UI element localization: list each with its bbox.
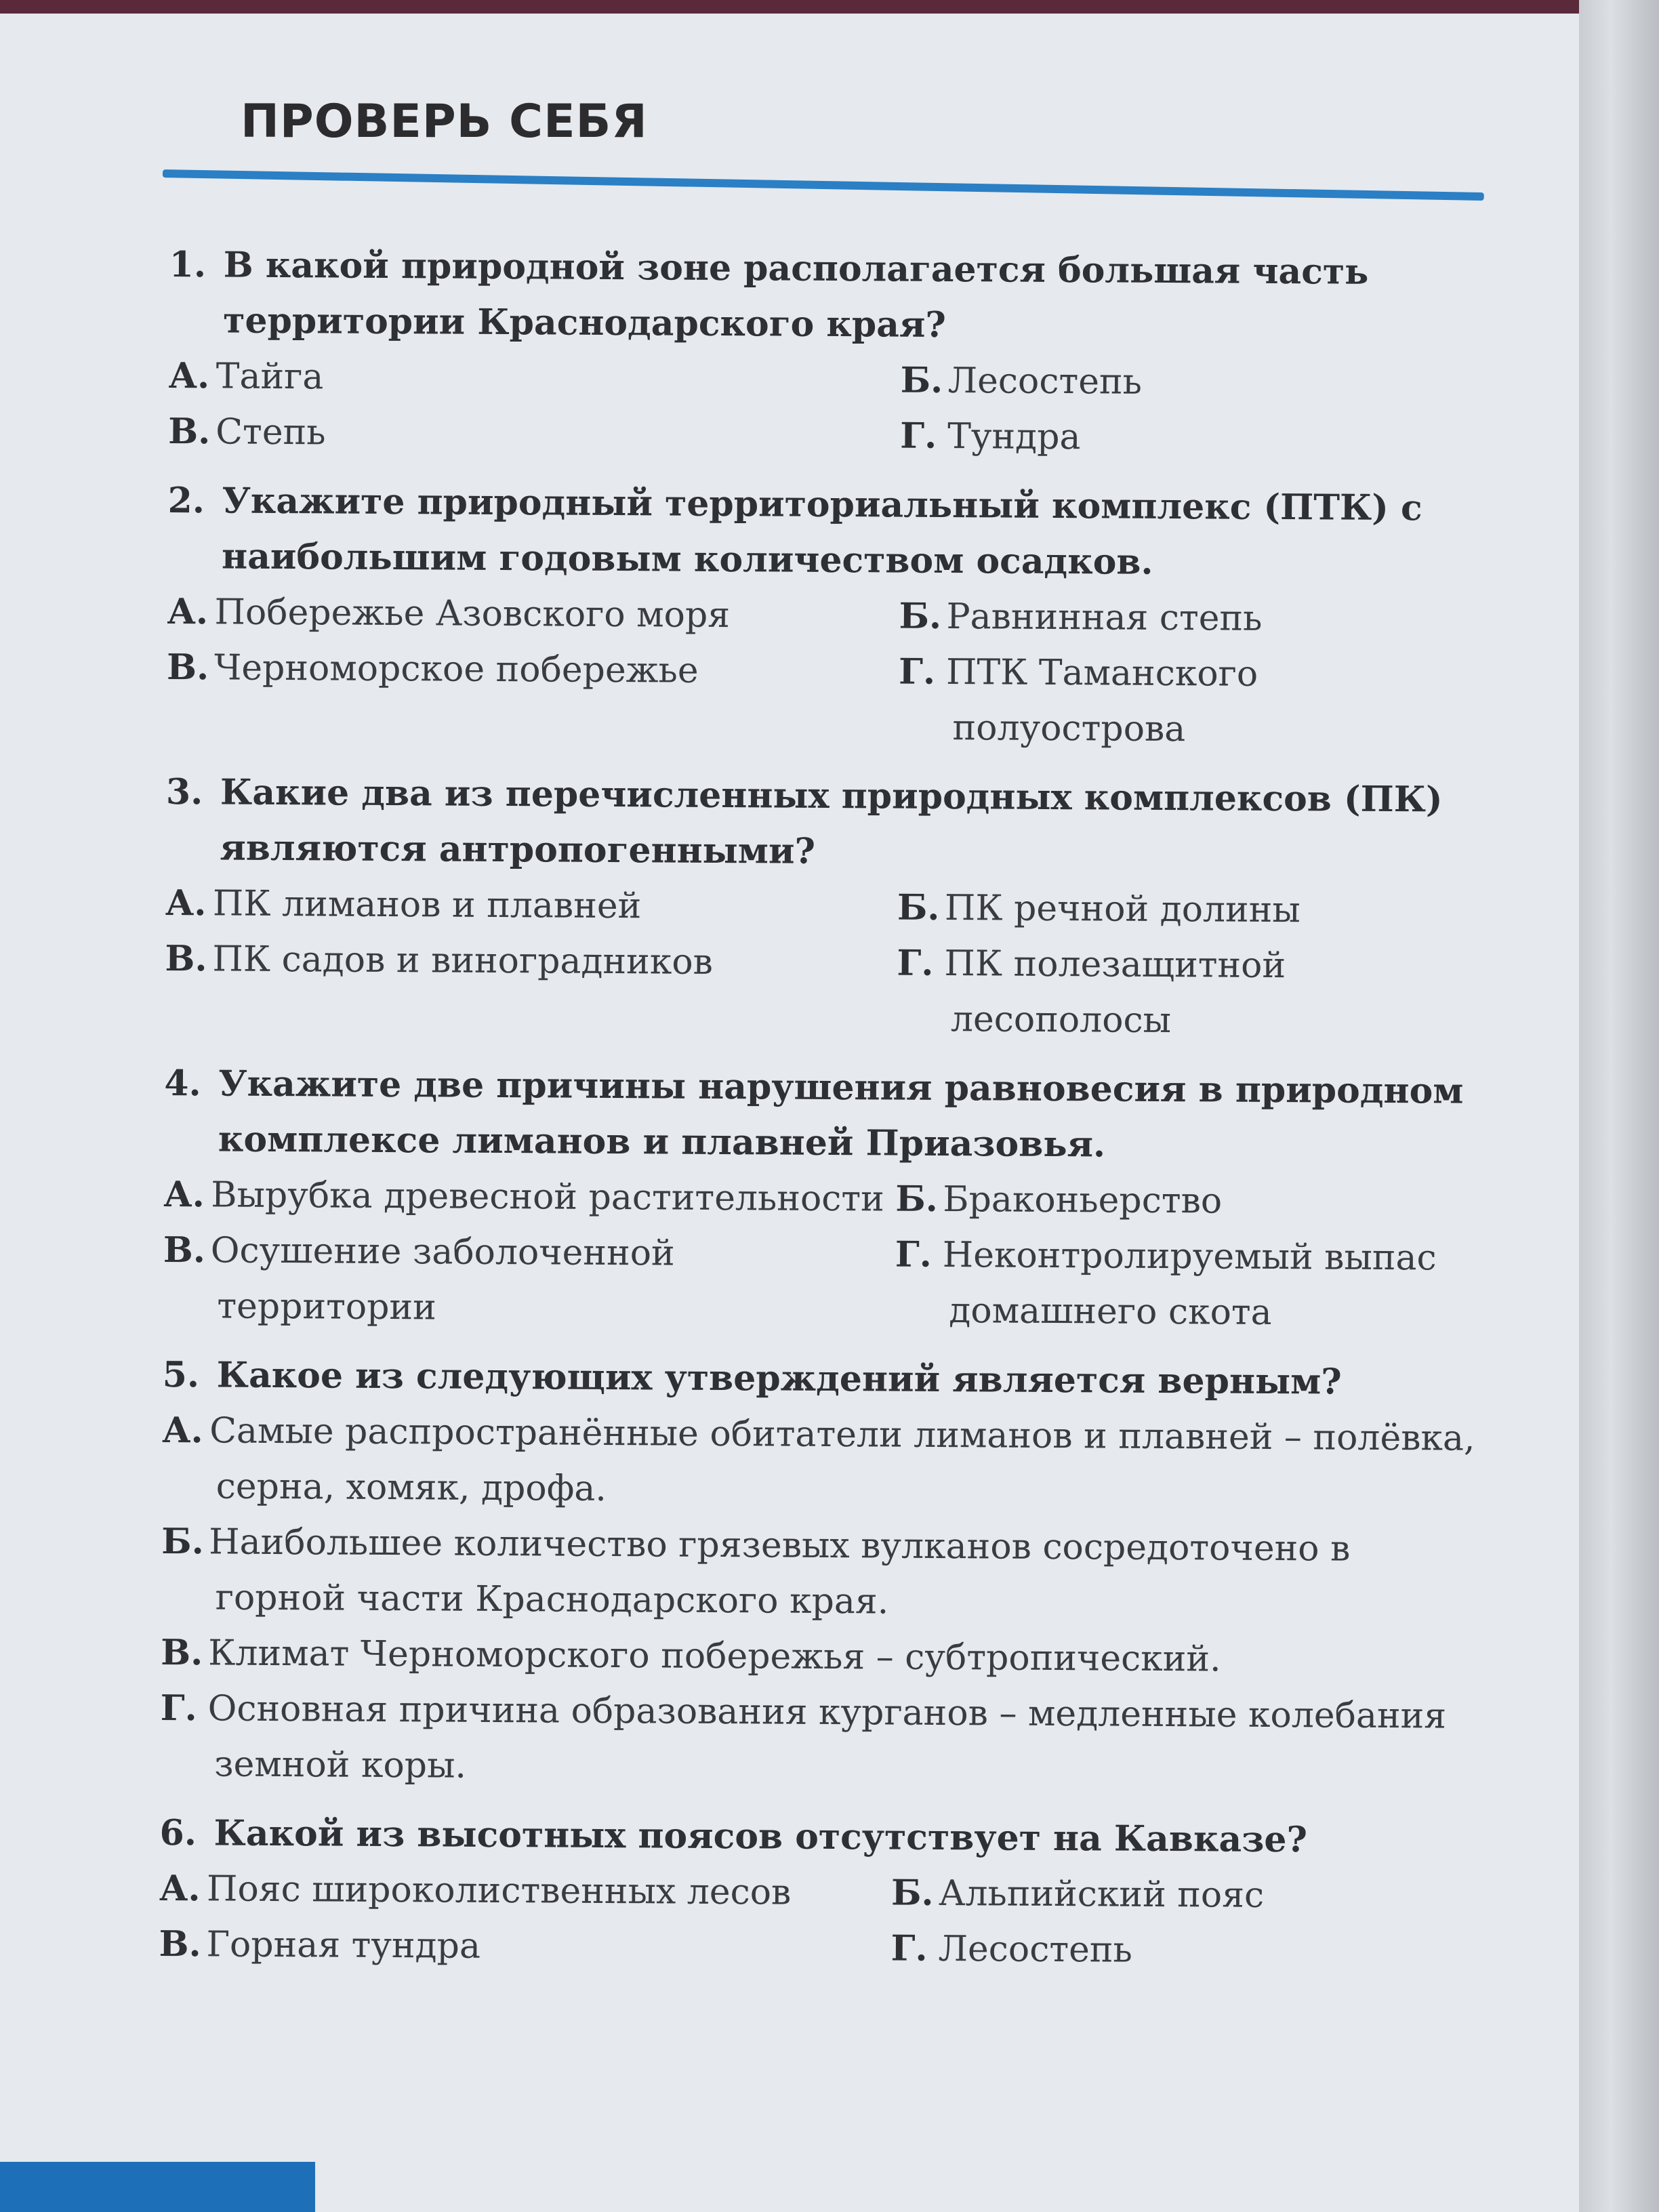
question-text bbox=[162, 1347, 1490, 1411]
option-text: Степь bbox=[216, 411, 326, 453]
answer-options bbox=[160, 1403, 1490, 1800]
option-text: ПК садов и виноградников bbox=[212, 939, 714, 983]
question-text bbox=[169, 237, 1498, 356]
question-number: 3. bbox=[165, 771, 203, 813]
option-text: ПК речной долины bbox=[944, 888, 1300, 931]
question-text bbox=[165, 764, 1494, 884]
option-letter: В. bbox=[166, 646, 209, 689]
option-letter: А. bbox=[167, 590, 209, 633]
answer-option bbox=[161, 1514, 1490, 1633]
page-title: ПРОВЕРЬ СЕБЯ bbox=[241, 95, 648, 148]
question-text bbox=[164, 1056, 1493, 1175]
option-letter: Б. bbox=[895, 1178, 939, 1220]
question-text bbox=[159, 1805, 1488, 1869]
answer-option bbox=[891, 1866, 1488, 1925]
option-text: Основная причина образования курганов – медленные колебания земной коры. bbox=[207, 1688, 1447, 1786]
answer-options bbox=[165, 876, 1494, 1050]
option-text: ПТК Таманского полуострова bbox=[945, 652, 1258, 750]
option-text: Браконьерство bbox=[943, 1179, 1223, 1222]
question-number: 4. bbox=[164, 1062, 201, 1105]
option-text: Лесостепь bbox=[938, 1928, 1133, 1971]
question-body: Какое из следующих утверждений является верным? bbox=[216, 1354, 1342, 1403]
question-body: Укажите природный территориальный комплекс (ПТК) с наибольшим годовым количеством осадков. bbox=[221, 480, 1422, 583]
answer-option bbox=[161, 1625, 1489, 1689]
book-spine bbox=[1579, 0, 1659, 2212]
header-divider bbox=[163, 169, 1484, 201]
answer-option bbox=[161, 1403, 1490, 1522]
answer-options bbox=[159, 1861, 1488, 1980]
answer-option bbox=[167, 584, 899, 644]
option-text: Побережье Азовского моря bbox=[214, 592, 731, 636]
option-text: Черноморское побережье bbox=[213, 647, 699, 691]
option-letter: А. bbox=[168, 354, 210, 397]
option-letter: Г. bbox=[900, 415, 937, 457]
option-text: Лесостепь bbox=[947, 361, 1143, 403]
answer-option bbox=[895, 1227, 1492, 1342]
answer-option bbox=[890, 1921, 1487, 1980]
answer-option bbox=[898, 644, 1495, 759]
option-letter: Г. bbox=[160, 1687, 197, 1729]
answer-option bbox=[900, 353, 1496, 412]
option-letter: В. bbox=[163, 1229, 206, 1271]
question-2 bbox=[166, 473, 1496, 759]
option-letter: Г. bbox=[890, 1927, 928, 1969]
answer-option bbox=[159, 1861, 891, 1921]
question-1 bbox=[168, 237, 1498, 468]
question-body: В какой природной зоне располагается большая часть территории Краснодарского края? bbox=[223, 244, 1369, 346]
question-6 bbox=[159, 1805, 1488, 1980]
option-letter: В. bbox=[159, 1923, 201, 1965]
answer-option bbox=[168, 348, 900, 409]
option-text: Пояс широколиственных лесов bbox=[206, 1868, 792, 1913]
quiz-content bbox=[159, 237, 1498, 1994]
question-number: 6. bbox=[159, 1811, 197, 1854]
option-letter: Б. bbox=[161, 1520, 204, 1563]
question-body: Какие два из перечисленных природных комплексов (ПК) являются антропогенными? bbox=[220, 771, 1443, 872]
answer-option bbox=[165, 876, 897, 936]
answer-option bbox=[897, 880, 1494, 939]
question-text bbox=[167, 473, 1496, 592]
question-body: Укажите две причины нарушения равновесия в природном комплексе лиманов и плавней Приазовья. bbox=[218, 1063, 1464, 1166]
option-letter: Г. bbox=[897, 942, 934, 984]
option-letter: А. bbox=[162, 1409, 203, 1452]
answer-options bbox=[168, 348, 1497, 468]
option-text: Неконтролируемый выпас домашнего скота bbox=[942, 1234, 1437, 1333]
option-text: ПК лиманов и плавней bbox=[212, 883, 642, 927]
option-letter: Б. bbox=[897, 886, 940, 928]
answer-options bbox=[163, 1167, 1492, 1342]
answer-option bbox=[163, 1223, 895, 1338]
option-letter: Б. bbox=[899, 595, 942, 637]
option-letter: В. bbox=[161, 1631, 203, 1674]
option-text: Тайга bbox=[216, 356, 324, 398]
answer-option bbox=[166, 640, 899, 756]
option-text: Вырубка древесной растительности bbox=[211, 1174, 885, 1220]
option-letter: Г. bbox=[895, 1233, 933, 1275]
question-number: 1. bbox=[169, 243, 207, 286]
answer-option bbox=[163, 1167, 895, 1227]
option-letter: Б. bbox=[890, 1872, 934, 1914]
option-text: Тундра bbox=[947, 416, 1081, 458]
question-number: 5. bbox=[162, 1353, 200, 1396]
answer-option bbox=[160, 1681, 1489, 1800]
option-text: Равнинная степь bbox=[946, 596, 1263, 639]
textbook-page bbox=[0, 14, 1579, 2212]
option-letter: А. bbox=[163, 1173, 205, 1216]
answer-option bbox=[897, 936, 1494, 1050]
answer-option bbox=[895, 1172, 1492, 1231]
answer-option bbox=[899, 589, 1495, 648]
option-letter: Г. bbox=[898, 651, 936, 693]
option-text: Климат Черноморского побережья – субтропический. bbox=[208, 1633, 1221, 1680]
option-text: Горная тундра bbox=[206, 1924, 481, 1967]
answer-option bbox=[168, 404, 900, 464]
answer-option bbox=[159, 1917, 890, 1977]
answer-option bbox=[900, 409, 1496, 468]
option-letter: В. bbox=[165, 937, 207, 980]
option-letter: Б. bbox=[900, 359, 943, 401]
answer-options bbox=[166, 584, 1495, 759]
question-4 bbox=[163, 1056, 1492, 1342]
question-number: 2. bbox=[167, 479, 205, 522]
option-text: Самые распространённые обитатели лиманов и плавней – полёвка, серна, хомяк, дрофа. bbox=[209, 1410, 1475, 1509]
question-body: Какой из высотных поясов отсутствует на Кавказе? bbox=[213, 1812, 1308, 1861]
answer-option bbox=[165, 931, 897, 1047]
option-text: Наибольшее количество грязевых вулканов сосредоточено в горной части Краснодарского края. bbox=[209, 1521, 1351, 1622]
option-text: Альпийский пояс bbox=[938, 1872, 1265, 1916]
question-3 bbox=[165, 764, 1494, 1050]
option-letter: В. bbox=[168, 410, 211, 453]
option-letter: А. bbox=[165, 882, 207, 924]
option-letter: А. bbox=[159, 1867, 201, 1910]
option-text: Осушение заболоченной территории bbox=[210, 1230, 675, 1328]
option-text: ПК полезащитной лесополосы bbox=[944, 943, 1286, 1042]
question-5 bbox=[160, 1347, 1491, 1800]
page-corner-tab bbox=[0, 2162, 315, 2212]
